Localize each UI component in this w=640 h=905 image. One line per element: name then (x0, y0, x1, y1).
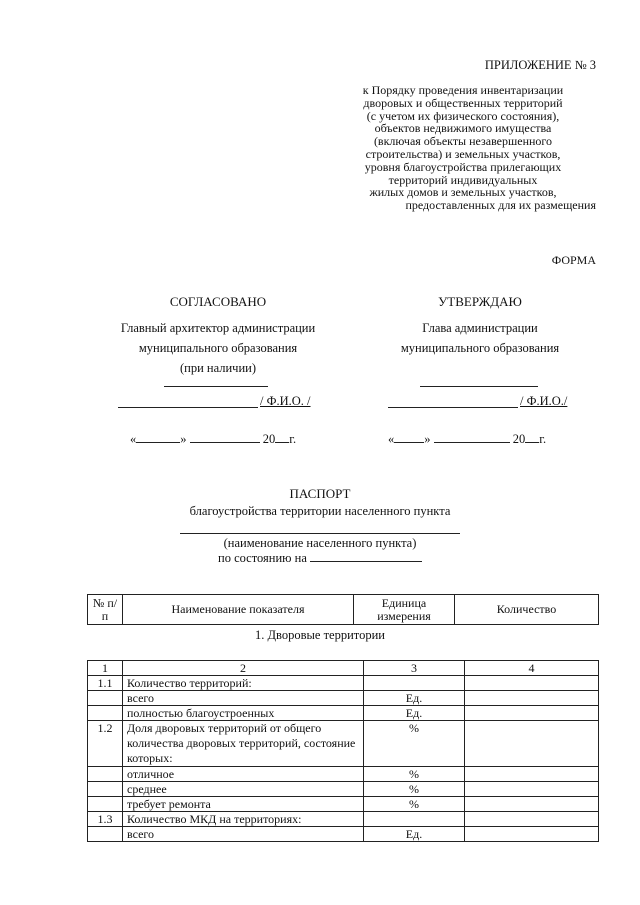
row-unit (364, 812, 465, 827)
appendix-line: жилых домов и земельных участков, (369, 185, 557, 200)
table-row (88, 706, 599, 721)
appendix-line: уровня благоустройства прилегающих (364, 159, 562, 174)
appendix-description (330, 84, 596, 212)
year-blank (275, 432, 289, 443)
month-blank (190, 432, 260, 443)
agreed-heading: СОГЛАСОВАНО (169, 294, 267, 309)
column-number: 2 (123, 661, 364, 676)
approved-signature-line (420, 386, 538, 387)
header-num: № п/п (88, 595, 123, 625)
quote-open: « (388, 432, 395, 446)
row-qty[interactable] (465, 767, 599, 782)
table-row (88, 797, 599, 812)
agreed-date (130, 432, 296, 447)
approved-position: Глава администрации (422, 321, 538, 335)
passport-block (120, 486, 520, 566)
row-num (88, 827, 123, 842)
table-row (88, 812, 599, 827)
column-number: 3 (364, 661, 465, 676)
agreed-block (98, 294, 338, 378)
settlement-name-line (180, 525, 460, 534)
row-num (88, 767, 123, 782)
row-unit: Ед. (364, 706, 465, 721)
day-blank (394, 432, 424, 443)
year-suffix: г. (289, 432, 297, 446)
agreed-position: Главный архитектор администрации (120, 321, 316, 335)
row-name: Количество территорий: (123, 676, 364, 691)
table-row (88, 782, 599, 797)
row-name: отличное (123, 767, 364, 782)
year-suffix: г. (539, 432, 547, 446)
appendix-line: дворовых и общественных территорий (363, 95, 563, 110)
approved-fio: / Ф.И.О./ (520, 394, 568, 408)
row-unit: % (364, 767, 465, 782)
row-num (88, 706, 123, 721)
row-qty[interactable] (465, 706, 599, 721)
year-blank (525, 432, 539, 443)
appendix-line: к Порядку проведения инвентаризации (362, 83, 564, 97)
row-name: требует ремонта (123, 797, 364, 812)
table-row (88, 676, 599, 691)
row-qty[interactable] (465, 812, 599, 827)
row-unit: % (364, 797, 465, 812)
day-blank (136, 432, 180, 443)
appendix-title: ПРИЛОЖЕНИЕ № 3 (484, 58, 596, 72)
appendix-line: предоставленных для их размещения (405, 198, 596, 213)
as-of-label: по состоянию на (218, 551, 307, 565)
approved-organization: муниципального образования (400, 341, 560, 355)
appendix-line: территорий индивидуальных (388, 172, 538, 187)
row-name: Доля дворовых территорий от общего количества дворовых территорий, состояние которых: (123, 721, 364, 767)
agreed-organization: муниципального образования (138, 341, 298, 355)
agreed-name-line (118, 407, 258, 408)
passport-subtitle: благоустройства территории населенного пункта (189, 504, 451, 518)
row-unit (364, 676, 465, 691)
row-unit: % (364, 721, 465, 767)
forma-label: ФОРМА (551, 253, 596, 267)
row-num (88, 797, 123, 812)
agreed-note: (при наличии) (179, 361, 257, 375)
month-blank (434, 432, 510, 443)
section-title: 1. Дворовые территории (255, 628, 385, 642)
row-num (88, 691, 123, 706)
row-qty[interactable] (465, 827, 599, 842)
table-row (88, 767, 599, 782)
approved-heading: УТВЕРЖДАЮ (438, 294, 522, 309)
passport-title: ПАСПОРТ (289, 486, 351, 501)
row-num (88, 782, 123, 797)
row-qty[interactable] (465, 721, 599, 767)
header-qty: Количество (455, 595, 599, 625)
appendix-line: строительства) и земельных участков, (365, 146, 561, 161)
year-prefix: 20 (262, 432, 276, 446)
settlement-name-caption: (наименование населенного пункта) (223, 536, 417, 550)
data-table (87, 660, 599, 842)
quote-close: » (424, 432, 431, 446)
approved-block (360, 294, 600, 358)
row-name: полностью благоустроенных (123, 706, 364, 721)
row-name: всего (123, 827, 364, 842)
row-unit: Ед. (364, 827, 465, 842)
row-num: 1.1 (88, 676, 123, 691)
row-qty[interactable] (465, 676, 599, 691)
row-name: всего (123, 691, 364, 706)
row-qty[interactable] (465, 797, 599, 812)
header-table (87, 594, 599, 625)
quote-open: « (130, 432, 137, 446)
table-row (88, 827, 599, 842)
approved-name-line (388, 407, 518, 408)
approved-date (388, 432, 546, 447)
appendix-line: объектов недвижимого имущества (374, 121, 552, 136)
row-name: Количество МКД на территориях: (123, 812, 364, 827)
appendix-line: (с учетом их физического состояния), (366, 108, 560, 123)
as-of-line (120, 551, 520, 566)
table-row (88, 721, 599, 767)
year-prefix: 20 (512, 432, 526, 446)
column-number: 1 (88, 661, 123, 676)
header-unit: Единица измерения (354, 595, 455, 625)
quote-close: » (180, 432, 187, 446)
row-name: среднее (123, 782, 364, 797)
agreed-fio: / Ф.И.О. / (260, 394, 311, 408)
as-of-date-blank (310, 551, 422, 562)
column-number: 4 (465, 661, 599, 676)
row-num: 1.3 (88, 812, 123, 827)
row-num: 1.2 (88, 721, 123, 767)
row-qty[interactable] (465, 782, 599, 797)
agreed-signature-line (164, 386, 268, 387)
row-qty[interactable] (465, 691, 599, 706)
row-unit: % (364, 782, 465, 797)
header-name: Наименование показателя (123, 595, 354, 625)
appendix-line: (включая объекты незавершенного (373, 134, 553, 149)
table-row (88, 691, 599, 706)
row-unit: Ед. (364, 691, 465, 706)
